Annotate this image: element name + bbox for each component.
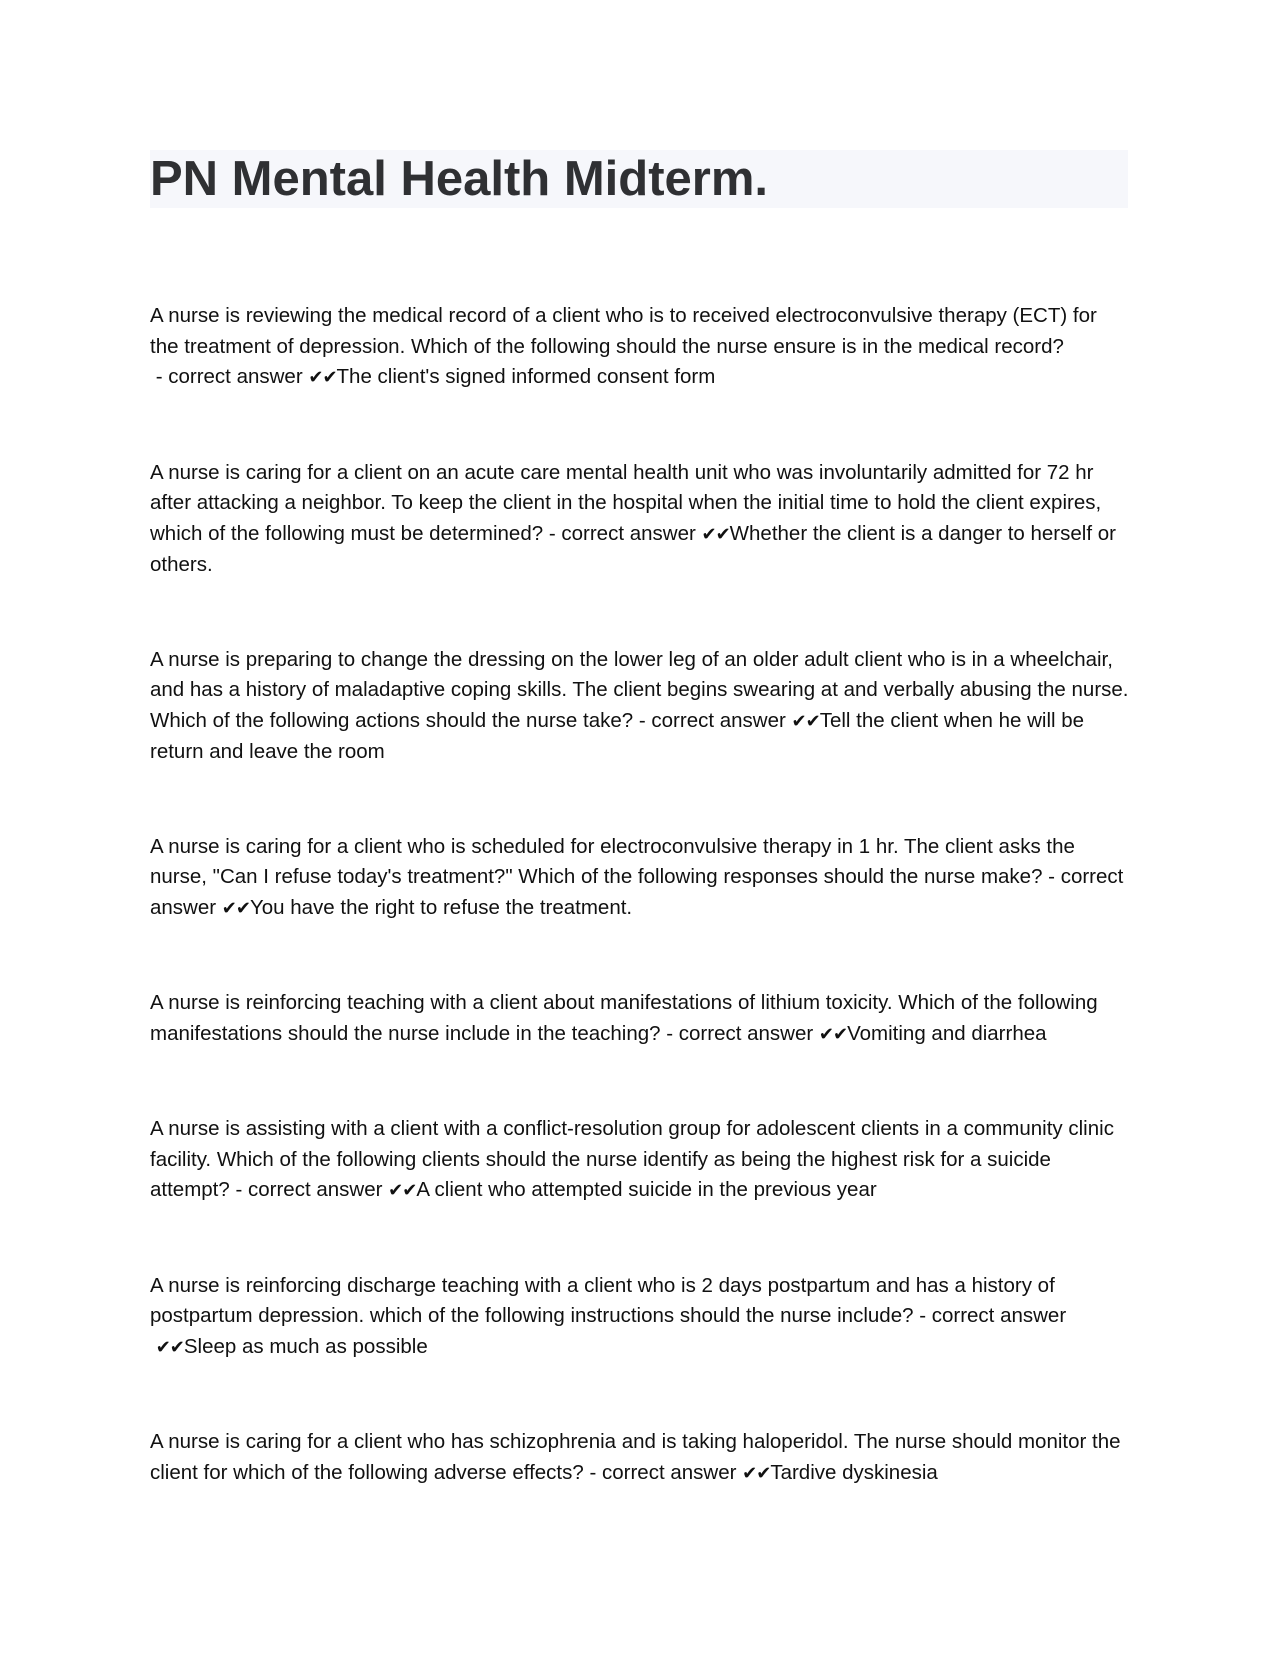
question-item: A nurse is preparing to change the dressing on the lower leg of an older adult client who is in a wheelchair, and has a history of maladaptive coping skills. The client begins swearing at and verbally abusing the nurse. Which of the following actions should the nurse take? - correct answer ✔✔Tell the client when he will be return and leave the room (150, 647, 1129, 763)
document-title: PN Mental Health Midterm. (150, 152, 769, 206)
answer-text: Vomiting and diarrhea (847, 1021, 1047, 1045)
checkmark-icon: ✔✔ (791, 710, 820, 732)
answer-text: Tardive dyskinesia (770, 1460, 938, 1484)
answer-label: correct answer (931, 1304, 1067, 1327)
checkmark-icon: ✔✔ (221, 897, 250, 919)
question-item: A nurse is reinforcing discharge teaching with a client who is 2 days postpartum and has a history of postpartum depression. which of the following instructions should the nurse include? - correct answer ✔✔Sleep as much as possible (150, 1273, 1067, 1358)
question-text: A nurse is reviewing the medical record of a client who is to received electroconvulsive therapy (ECT) for the treatment of depression. Which of the following should the nurse ensure is in the medical record? (150, 304, 1097, 358)
answer-label: correct answer (248, 1178, 383, 1201)
checkmark-icon: ✔✔ (155, 1336, 184, 1358)
checkmark-icon: ✔✔ (388, 1180, 417, 1201)
answer-text: Tell the client when he will be return and leave the room (150, 708, 1085, 763)
answer-label: correct answer (602, 1460, 737, 1484)
answer-label: correct answer (561, 521, 696, 545)
answer-text: You have the right to refuse the treatment. (249, 895, 633, 919)
question-text: A nurse is caring for a client who has schizophrenia and is taking haloperidol. The nurse should monitor the client for which of the following adverse effects? (150, 1430, 1121, 1484)
answer-label: correct answer (150, 865, 1124, 919)
checkmark-icon: ✔✔ (701, 523, 730, 545)
checkmark-icon: ✔✔ (742, 1462, 771, 1484)
question-text: A nurse is assisting with a client with a conflict-resolution group for adolescent clients in a community clinic facility. Which of the following clients should the nurse identify as being the highest risk for a suicide attempt? (150, 1117, 1114, 1201)
answer-label: correct answer (651, 708, 786, 732)
checkmark-icon: ✔✔ (308, 367, 337, 388)
question-item: A nurse is assisting with a client with a conflict-resolution group for adolescent clients in a community clinic facility. Which of the following clients should the nurse identify as being the highest risk for a suicide attempt? - correct answer ✔✔A client who attempted suicide in the previous year (150, 1117, 1114, 1201)
question-item: A nurse is caring for a client who is scheduled for electroconvulsive therapy in 1 hr. The client asks the nurse, "Can I refuse today's treatment?" Which of the following responses should the nurse make? - correct answer ✔✔You have the right to refuse the treatment. (150, 834, 1124, 919)
question-item: A nurse is caring for a client on an acute care mental health unit who was involuntarily admitted for 72 hr after attacking a neighbor. To keep the client in the hospital when the initial time to hold the client expires, which of the following must be determined? - correct answer ✔✔Whether the client is a danger to herself or others. (150, 460, 1116, 576)
checkmark-icon: ✔✔ (818, 1023, 848, 1045)
answer-label: correct answer (678, 1021, 814, 1045)
question-list (150, 301, 1130, 1553)
question-text: A nurse is reinforcing discharge teaching with a client who is 2 days postpartum and has a history of postpartum depression. which of the following instructions should the nurse include? (150, 1273, 1055, 1327)
answer-text: Whether the client is a danger to herself or others. (150, 521, 1116, 576)
question-item: A nurse is caring for a client who has schizophrenia and is taking haloperidol. The nurse should monitor the client for which of the following adverse effects? - correct answer ✔✔Tardive dyskinesia (150, 1430, 1121, 1484)
question-text: A nurse is caring for a client who is scheduled for electroconvulsive therapy in 1 hr. The client asks the nurse, "Can I refuse today's treatment?" Which of the following responses should the nurse make? (150, 834, 1075, 888)
question-text: A nurse is preparing to change the dressing on the lower leg of an older adult client who is in a wheelchair, and has a history of maladaptive coping skills. The client begins swearing at and verbally abusing the nurse. Which of the following actions should the nurse take? (150, 647, 1129, 732)
answer-label: correct answer (168, 365, 303, 388)
question-item: A nurse is reinforcing teaching with a client about manifestations of lithium toxicity. Which of the following manifestations should the nurse include in the teaching? - correct answer ✔✔Vomiting and diarrhea (150, 991, 1098, 1045)
question-item: A nurse is reviewing the medical record of a client who is to received electroconvulsive therapy (ECT) for the treatment of depression. Which of the following should the nurse ensure is in the medical record? - correct answer ✔✔The client's signed informed consent form (150, 304, 1097, 388)
answer-text: A client who attempted suicide in the previous year (416, 1178, 877, 1201)
question-text: A nurse is caring for a client on an acute care mental health unit who was involuntarily admitted for 72 hr after attacking a neighbor. To keep the client in the hospital when the initial time to hold the client expires, which of the following must be determined? (150, 460, 1102, 545)
answer-text: Sleep as much as possible (183, 1334, 428, 1358)
answer-text: The client's signed informed consent form (336, 365, 716, 388)
question-text: A nurse is reinforcing teaching with a client about manifestations of lithium toxicity. Which of the following manifestations should the nurse include in the teaching? (150, 991, 1098, 1045)
